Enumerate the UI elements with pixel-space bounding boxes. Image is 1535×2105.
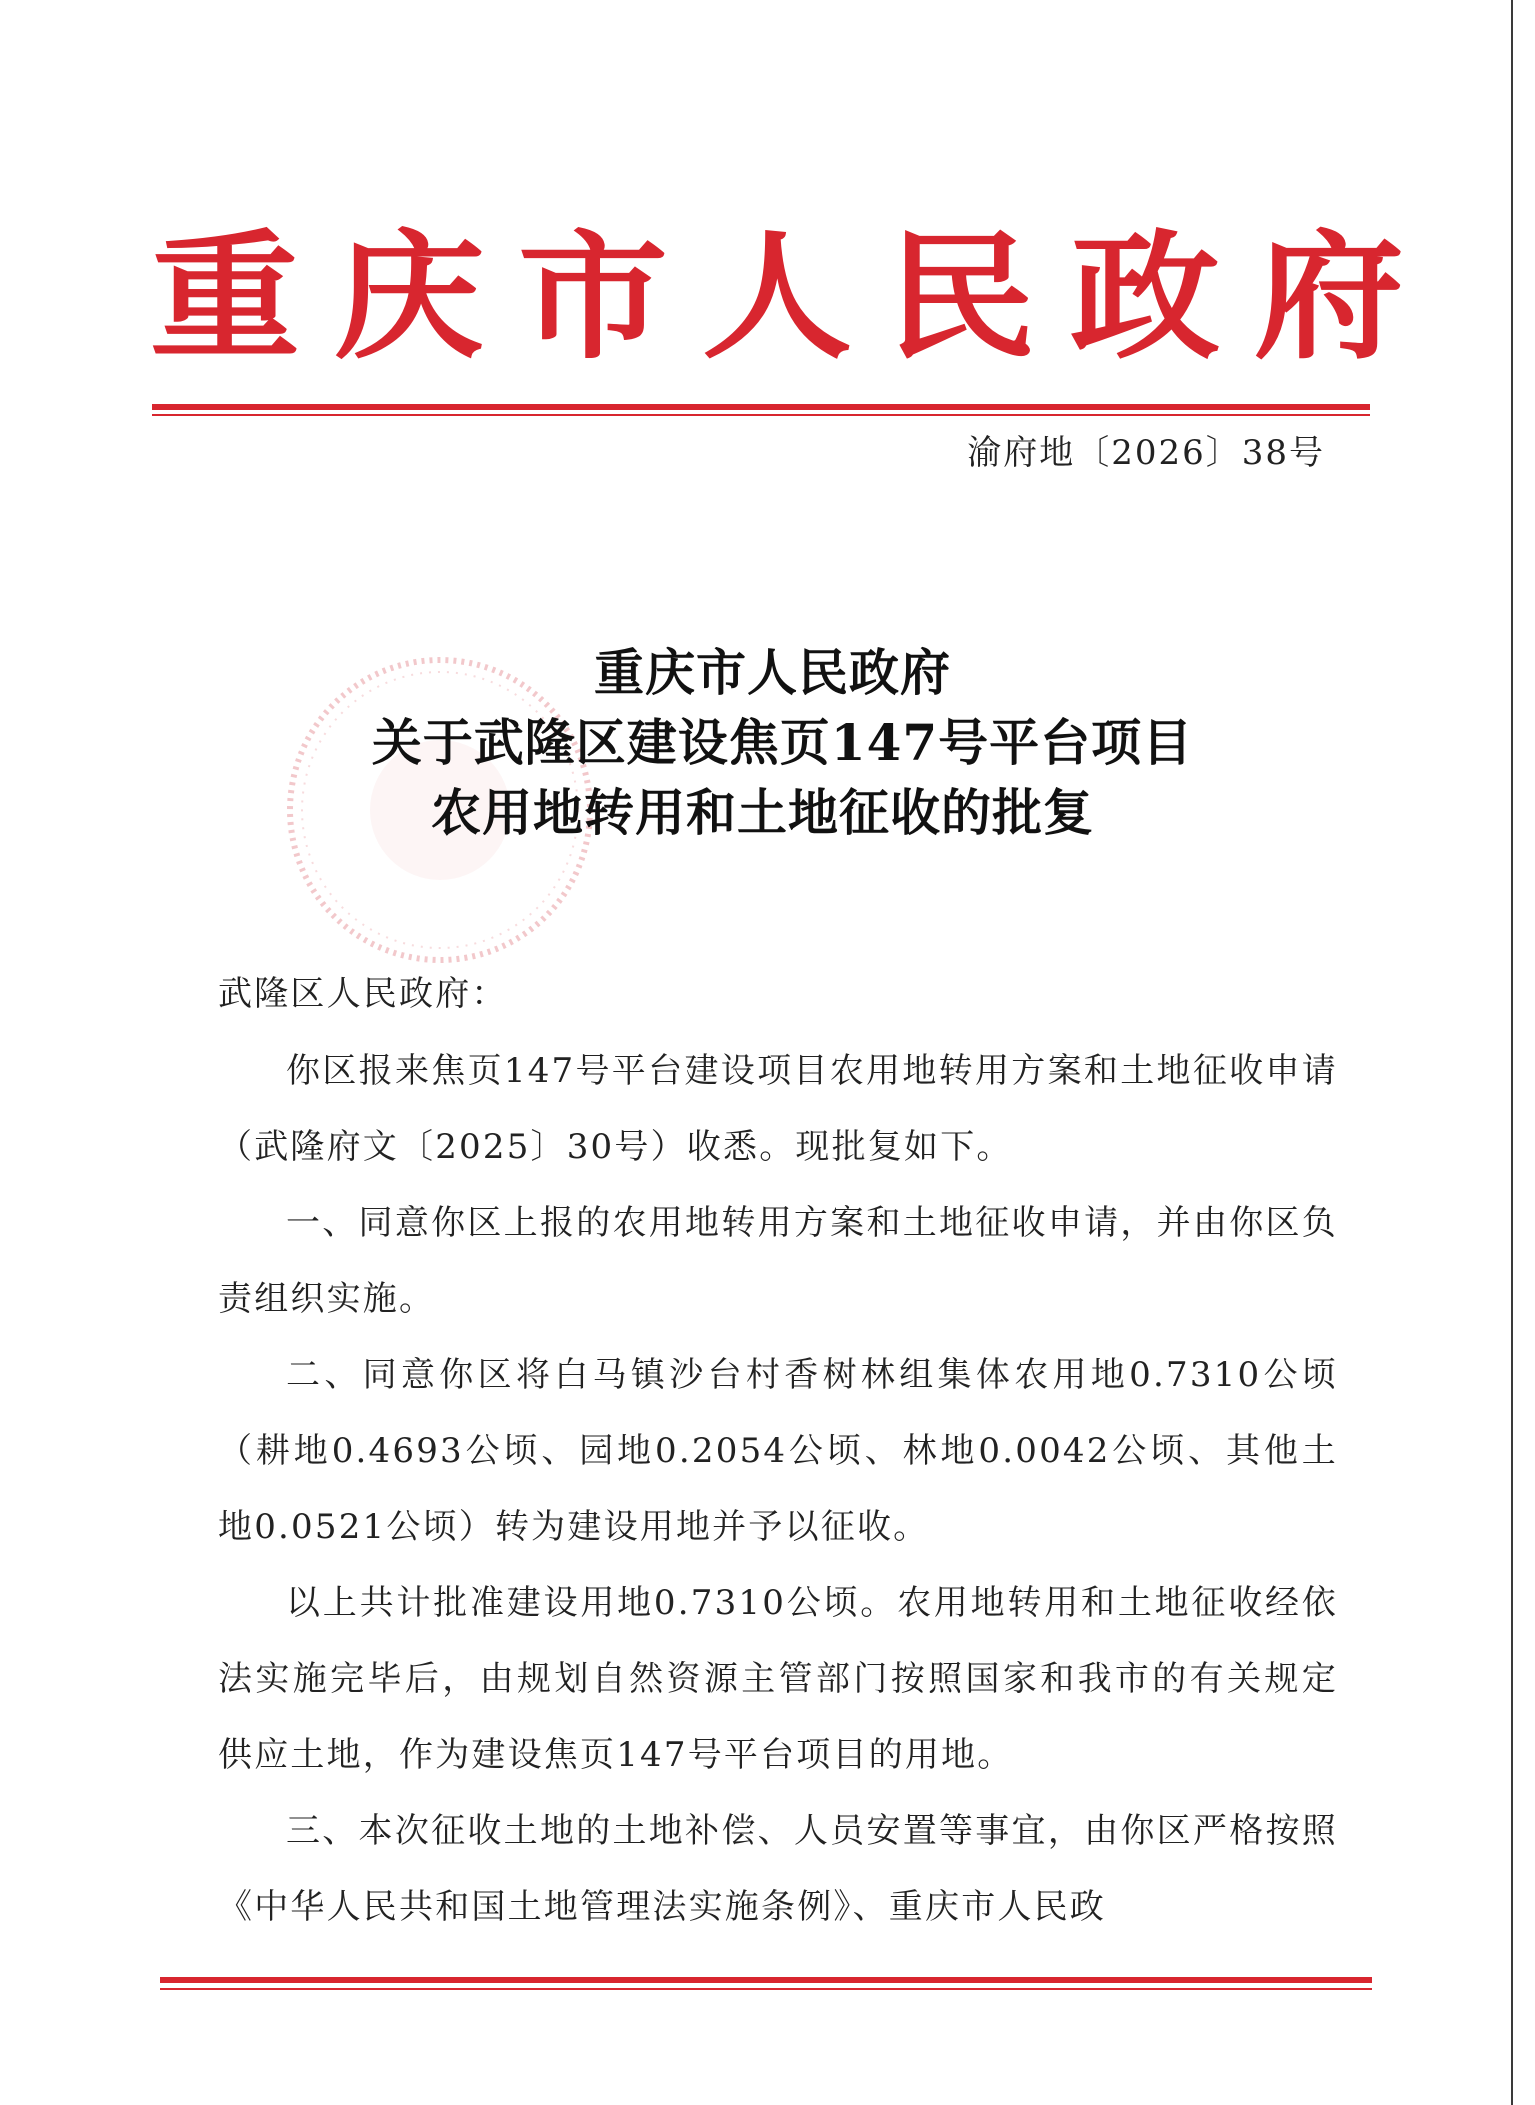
document-body	[218, 955, 1338, 1945]
paragraph-4: 以上共计批准建设用地0.7310公顷。农用地转用和土地征收经依法实施完毕后，由规划自然资源主管部门按照国家和我市的有关规定供应土地，作为建设焦页147号平台项目的用地。	[218, 1583, 1338, 1775]
title-line-1: 重庆市人民政府	[594, 643, 951, 702]
header-red-rule-thin	[152, 414, 1370, 416]
footer-red-rule-thin	[160, 1988, 1372, 1990]
title-line-3: 农用地转用和土地征收的批复	[431, 783, 1094, 842]
salutation: 武隆区人民政府：	[218, 974, 508, 1014]
header-red-rule-thick	[152, 404, 1370, 410]
issuing-authority-header: 重庆市人民政府	[150, 218, 1439, 379]
title-line-2: 关于武隆区建设焦页147号平台项目	[371, 713, 1194, 772]
scan-edge-line	[1511, 0, 1513, 2105]
paragraph-1: 你区报来焦页147号平台建设项目农用地转用方案和土地征收申请（武隆府文〔2025〕30号）收悉。现批复如下。	[218, 1051, 1338, 1167]
paragraph-3: 二、同意你区将白马镇沙台村香树林组集体农用地0.7310公顷（耕地0.4693公顷、园地0.2054公顷、林地0.0042公顷、其他土地0.0521公顷）转为建设用地并予以征收。	[218, 1355, 1338, 1547]
document-number: 渝府地〔2026〕38号	[967, 433, 1325, 473]
document-title	[0, 638, 1535, 848]
paragraph-5: 三、本次征收土地的土地补偿、人员安置等事宜，由你区严格按照《中华人民共和国土地管理法实施条例》、重庆市人民政	[218, 1811, 1338, 1927]
footer-red-rule-thick	[160, 1977, 1372, 1983]
paragraph-2: 一、同意你区上报的农用地转用方案和土地征收申请，并由你区负责组织实施。	[218, 1203, 1338, 1319]
